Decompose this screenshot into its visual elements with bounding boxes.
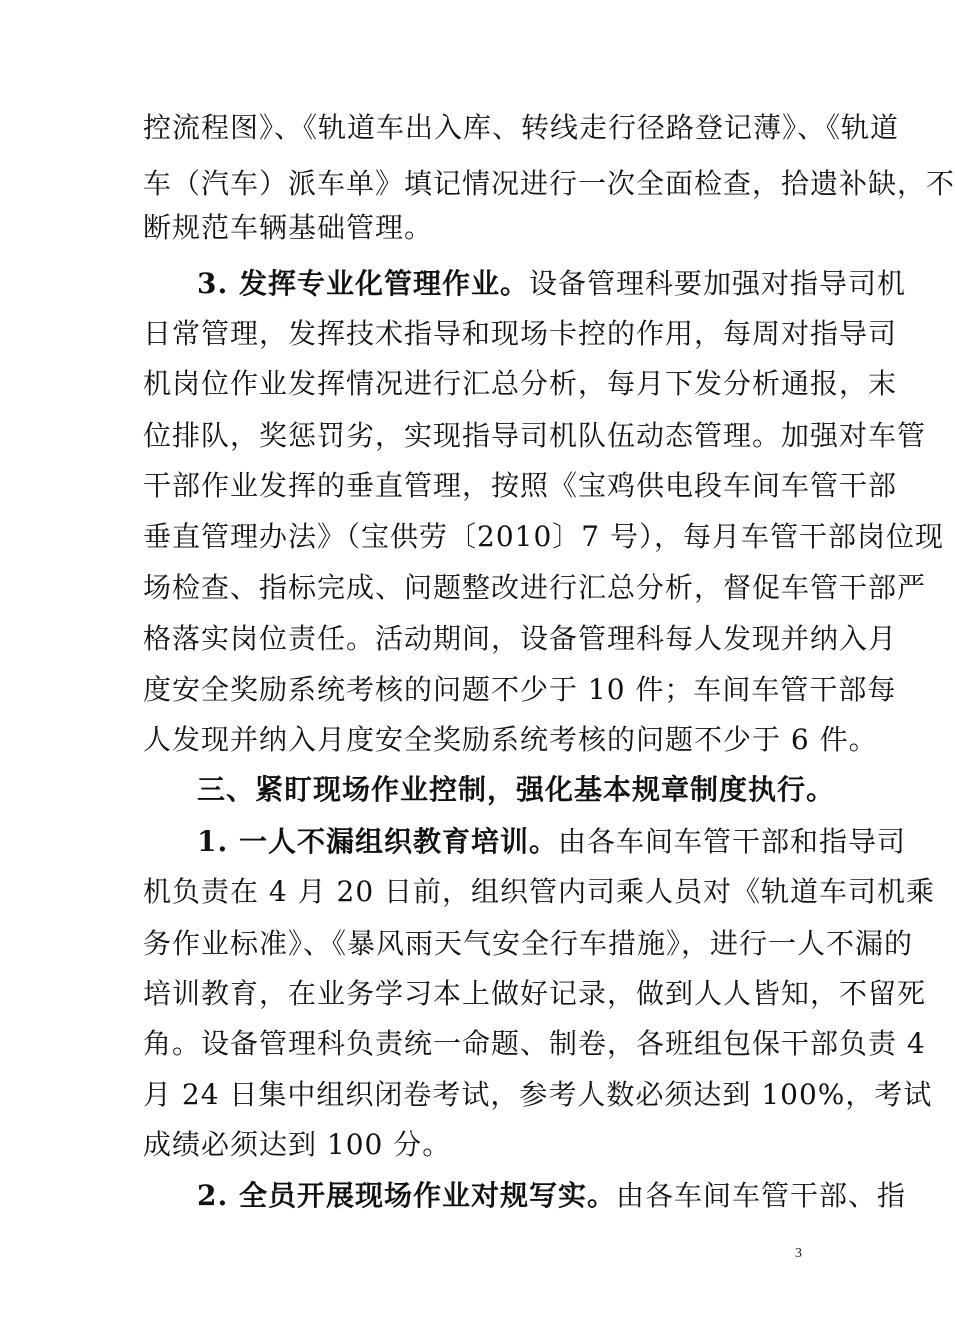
text-line — [143, 416, 927, 456]
line-text: 角。设备管理科负责统一命题、制卷，各班组包保干部负责 4 — [143, 1027, 926, 1060]
text-line — [143, 208, 808, 248]
page-number: 3 — [795, 1246, 802, 1261]
line-text: 日常管理，发挥技术指导和现场卡控的作用，每周对指导司 — [143, 317, 898, 350]
line-text: 格落实岗位责任。活动期间，设备管理科每人发现并纳入月 — [143, 622, 898, 655]
text-line — [197, 264, 906, 304]
line-text: 由各车间车管干部、指 — [615, 1179, 906, 1212]
line-text: 机岗位作业发挥情况进行汇总分析，每月下发分析通报，末 — [143, 367, 898, 400]
line-text: 由各车间车管干部和指导司 — [557, 825, 906, 858]
text-line — [143, 1075, 933, 1115]
line-text: 场检查、指标完成、问题整改进行汇总分析，督促车管干部严 — [143, 571, 927, 604]
line-text: 设备管理科要加强对指导司机 — [528, 267, 906, 300]
text-line — [197, 1176, 906, 1216]
text-line — [143, 872, 936, 912]
text-line — [143, 1024, 926, 1064]
text-line — [143, 164, 955, 204]
line-text: 培训教育，在业务学习本上做好记录，做到人人皆知，不留死 — [143, 977, 927, 1010]
text-line — [143, 517, 944, 557]
text-line — [143, 108, 900, 148]
bold-heading: 1. 一人不漏组织教育培训。 — [197, 825, 558, 858]
text-line — [143, 720, 878, 760]
line-text: 成绩必须达到 100 分。 — [143, 1128, 452, 1161]
line-text: 断规范车辆基础管理。 — [143, 211, 434, 244]
text-line — [197, 822, 906, 862]
line-text: 干部作业发挥的垂直管理，按照《宝鸡供电段车间车管干部 — [143, 469, 898, 502]
text-line — [143, 670, 897, 710]
line-text: 垂直管理办法》（宝供劳〔2010〕7 号），每月车管干部岗位现 — [143, 520, 944, 553]
line-text: 月 24 日集中组织闭卷考试，参考人数必须达到 100%，考试 — [143, 1078, 933, 1111]
line-text: 位排队，奖惩罚劣，实现指导司机队伍动态管理。加强对车管 — [143, 419, 927, 452]
text-line — [143, 974, 927, 1014]
line-text: 务作业标准》、《暴风雨天气安全行车措施》，进行一人不漏的 — [143, 927, 914, 960]
text-line — [143, 568, 927, 608]
line-text: 车（汽车）派车单》填记情况进行一次全面检查，拾遗补缺，不 — [143, 167, 955, 200]
bold-heading: 三、紧盯现场作业控制，强化基本规章制度执行。 — [197, 773, 836, 806]
text-line — [143, 1125, 808, 1165]
line-text: 控流程图》、《轨道车出入库、转线走行径路登记薄》、《轨道 — [143, 111, 900, 144]
line-text: 机负责在 4 月 20 日前，组织管内司乘人员对《轨道车司机乘 — [143, 875, 936, 908]
text-line — [143, 466, 898, 506]
line-text: 人发现并纳入月度安全奖励系统考核的问题不少于 6 件。 — [143, 723, 878, 756]
text-line — [143, 314, 898, 354]
text-line — [143, 924, 914, 964]
bold-heading: 3. 发挥专业化管理作业。 — [197, 267, 529, 300]
text-line — [197, 770, 836, 810]
line-text: 度安全奖励系统考核的问题不少于 10 件；车间车管干部每 — [143, 673, 897, 706]
text-line — [143, 619, 898, 659]
bold-heading: 2. 全员开展现场作业对规写实。 — [197, 1179, 616, 1212]
text-line — [143, 364, 898, 404]
